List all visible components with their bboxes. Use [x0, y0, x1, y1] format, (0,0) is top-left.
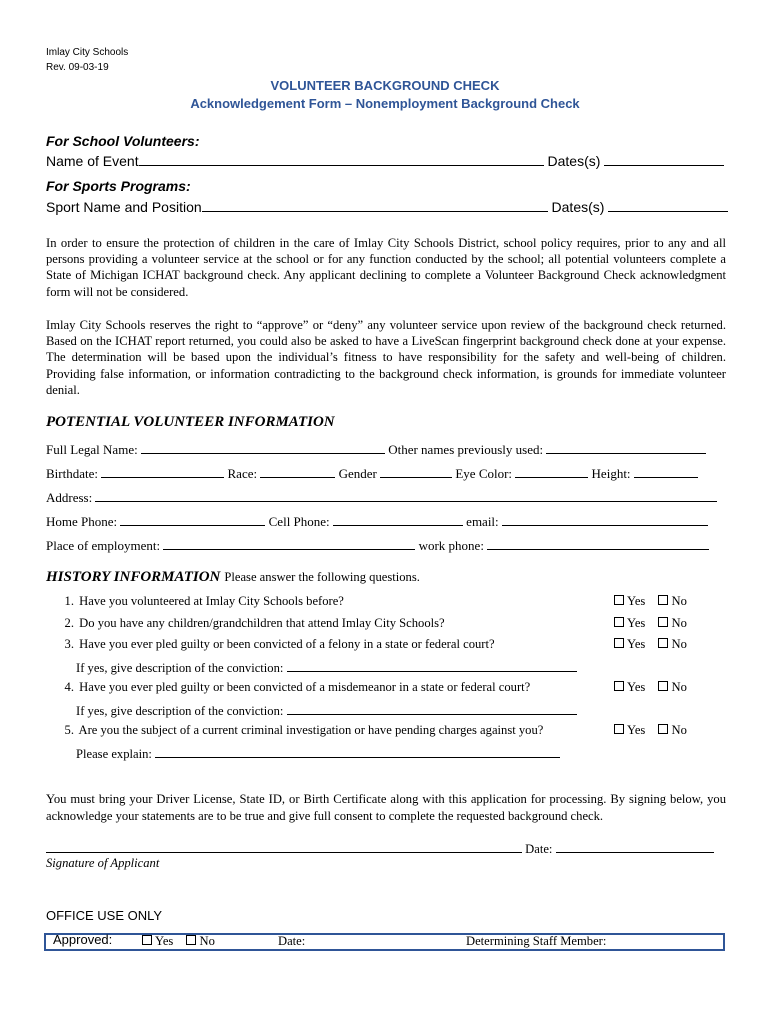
sport-row: [46, 198, 728, 215]
office-use-box: [44, 933, 725, 951]
history-heading: HISTORY INFORMATION: [46, 569, 221, 585]
address-row: [46, 488, 717, 506]
q5-answers: [614, 723, 687, 738]
q4-followup: [76, 701, 577, 719]
question-4: [46, 680, 530, 695]
home-phone-field[interactable]: [120, 512, 265, 526]
signature-row: [46, 839, 714, 857]
question-number: 5.: [64, 723, 74, 737]
race-field[interactable]: [260, 464, 335, 478]
revision: Rev. 09-03-19: [46, 62, 109, 73]
approved-options: [142, 934, 215, 949]
q2-answers: [614, 616, 687, 631]
work-phone-label: work phone:: [418, 538, 484, 553]
sport-field[interactable]: [202, 198, 548, 212]
birthdate-label: Birthdate:: [46, 466, 98, 481]
no-label: No: [671, 594, 687, 608]
question-5: [46, 723, 543, 738]
q3-no-checkbox[interactable]: [658, 638, 668, 648]
no-label: No: [671, 616, 687, 630]
event-field[interactable]: [139, 152, 544, 166]
q5-no-checkbox[interactable]: [658, 724, 668, 734]
question-text: Have you volunteered at Imlay City Schools before?: [79, 594, 344, 608]
q5-explain-field[interactable]: [155, 744, 560, 758]
sports-dates-label: Dates(s): [551, 199, 605, 215]
gender-field[interactable]: [380, 464, 452, 478]
signature-caption: Signature of Applicant: [46, 856, 160, 870]
yes-label: Yes: [627, 723, 646, 737]
full-legal-name-label: Full Legal Name:: [46, 442, 138, 457]
followup-label: If yes, give description of the conviction:: [76, 704, 284, 718]
sports-dates-field[interactable]: [608, 198, 728, 212]
q5-yes-checkbox[interactable]: [614, 724, 624, 734]
yes-label: Yes: [627, 616, 646, 630]
staff-member-label: Determining Staff Member:: [466, 934, 607, 948]
eye-color-label: Eye Color:: [455, 466, 513, 481]
address-label: Address:: [46, 490, 93, 505]
place-of-employment-label: Place of employment:: [46, 538, 161, 553]
signature-field[interactable]: [46, 839, 522, 853]
race-label: Race:: [227, 466, 258, 481]
yes-label: Yes: [627, 637, 646, 651]
cell-phone-field[interactable]: [333, 512, 463, 526]
phone-row: [46, 512, 708, 530]
question-number: 4.: [64, 680, 74, 694]
signature-date-field[interactable]: [556, 839, 714, 853]
question-1: [46, 594, 344, 609]
volunteer-info-heading: POTENTIAL VOLUNTEER INFORMATION: [46, 414, 335, 430]
work-phone-field[interactable]: [487, 536, 709, 550]
cell-phone-label: Cell Phone:: [268, 514, 330, 529]
no-label: No: [671, 723, 687, 737]
q4-yes-checkbox[interactable]: [614, 681, 624, 691]
no-label: No: [199, 934, 215, 948]
question-number: 1.: [64, 594, 74, 608]
question-text: Have you ever pled guilty or been convicted of a felony in a state or federal court?: [79, 637, 495, 651]
q1-no-checkbox[interactable]: [658, 595, 668, 605]
org-name: Imlay City Schools: [46, 47, 129, 58]
question-2: [46, 616, 445, 631]
yes-label: Yes: [155, 934, 174, 948]
birthdate-field[interactable]: [101, 464, 224, 478]
no-label: No: [671, 637, 687, 651]
yes-label: Yes: [627, 594, 646, 608]
email-label: email:: [466, 514, 499, 529]
q4-description-field[interactable]: [287, 701, 577, 715]
history-heading-row: [46, 568, 420, 586]
school-dates-label: Dates(s): [547, 153, 601, 169]
yes-label: Yes: [627, 680, 646, 694]
other-names-label: Other names previously used:: [388, 442, 544, 457]
name-row: [46, 440, 706, 458]
sports-programs-heading: For Sports Programs:: [46, 178, 191, 194]
office-use-heading: OFFICE USE ONLY: [46, 908, 163, 923]
school-dates-field[interactable]: [604, 152, 724, 166]
policy-paragraph: In order to ensure the protection of children in the care of Imlay City Schools District, school policy requires, prior to any and all persons providing a volunteer service at the school or for any function conducted by the school; all potential volunteers complete a State of Michigan ICHAT background check. Any applicant declining to complete a Volunteer Background Check acknowledgment form will not be considered.: [46, 236, 726, 299]
question-text: Are you the subject of a current criminal investigation or have pending charges against you?: [78, 723, 544, 737]
height-field[interactable]: [634, 464, 698, 478]
q4-answers: [614, 680, 687, 695]
approved-yes-checkbox[interactable]: [142, 935, 152, 945]
office-date-label: Date:: [278, 934, 306, 948]
q3-description-field[interactable]: [287, 658, 577, 672]
other-names-field[interactable]: [546, 440, 706, 454]
q1-yes-checkbox[interactable]: [614, 595, 624, 605]
history-instruction: Please answer the following questions.: [224, 570, 420, 584]
question-text: Do you have any children/grandchildren that attend Imlay City Schools?: [79, 616, 445, 630]
q3-answers: [614, 637, 687, 652]
q2-no-checkbox[interactable]: [658, 617, 668, 627]
sport-label: Sport Name and Position: [46, 199, 202, 215]
gender-label: Gender: [338, 466, 377, 481]
form-title: VOLUNTEER BACKGROUND CHECK: [270, 78, 500, 93]
followup-label: Please explain:: [76, 747, 152, 761]
question-number: 2.: [64, 616, 74, 630]
eye-color-field[interactable]: [515, 464, 588, 478]
email-field[interactable]: [502, 512, 708, 526]
closing-paragraph: You must bring your Driver License, State ID, or Birth Certificate along with this application for processing. By signing below, you acknowledge your statements are to be true and give full consent to complete the requested background check.: [46, 792, 726, 823]
home-phone-label: Home Phone:: [46, 514, 118, 529]
signature-date-label: Date:: [525, 842, 553, 856]
approved-no-checkbox[interactable]: [186, 935, 196, 945]
address-field[interactable]: [95, 488, 717, 502]
full-legal-name-field[interactable]: [141, 440, 385, 454]
q5-followup: [76, 744, 560, 762]
place-of-employment-field[interactable]: [163, 536, 415, 550]
event-row: [46, 152, 724, 169]
rights-paragraph: Imlay City Schools reserves the right to “approve” or “deny” any volunteer service upon review of the background check returned. Based on the ICHAT report returned, you could also be asked to have a LiveScan fingerprint background check done at your expense. The determination will be based upon the individual’s fitness to have responsibility for the safety and well-being of children. Providing false information, or information contradicting to the background check information, is grounds for immediate volunteer denial.: [46, 318, 726, 397]
school-volunteers-heading: For School Volunteers:: [46, 133, 200, 149]
q1-answers: [614, 594, 687, 609]
event-label: Name of Event: [46, 153, 139, 169]
question-3: [46, 637, 495, 652]
question-number: 3.: [64, 637, 74, 651]
approved-label: Approved:: [53, 932, 113, 947]
form-subtitle: Acknowledgement Form – Nonemployment Background Check: [190, 96, 580, 111]
height-label: Height:: [591, 466, 631, 481]
q3-followup: [76, 658, 577, 676]
followup-label: If yes, give description of the conviction:: [76, 661, 284, 675]
employment-row: [46, 536, 709, 554]
q4-no-checkbox[interactable]: [658, 681, 668, 691]
question-text: Have you ever pled guilty or been convicted of a misdemeanor in a state or federal court?: [79, 680, 531, 694]
q3-yes-checkbox[interactable]: [614, 638, 624, 648]
no-label: No: [671, 680, 687, 694]
demographics-row: [46, 464, 698, 482]
q2-yes-checkbox[interactable]: [614, 617, 624, 627]
